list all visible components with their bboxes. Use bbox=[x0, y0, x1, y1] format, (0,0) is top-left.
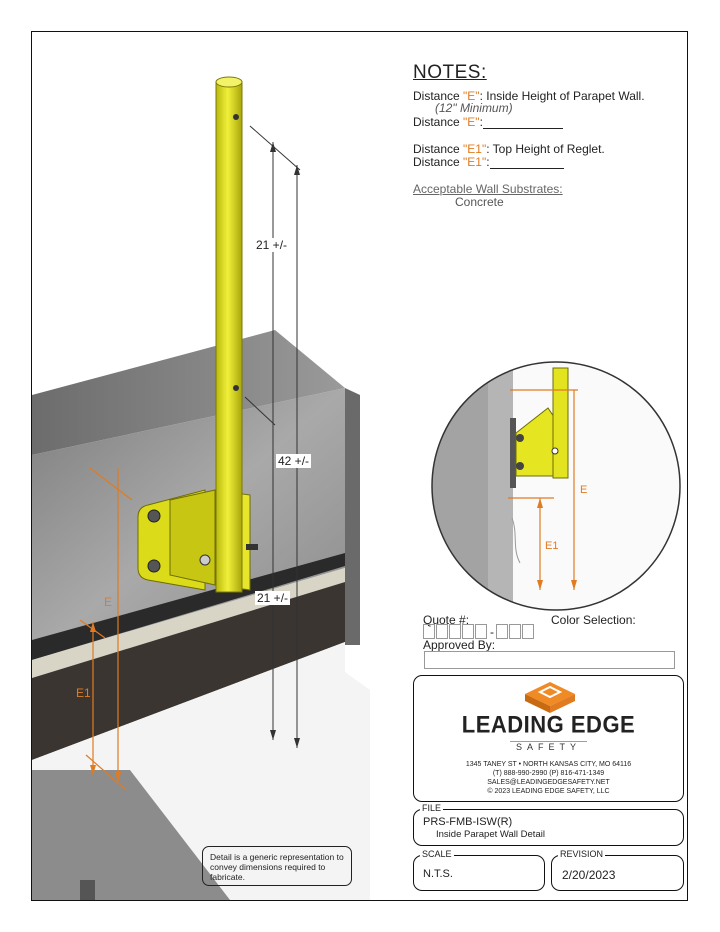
e-dimension-label: E bbox=[104, 595, 113, 609]
approved-by-field[interactable] bbox=[424, 651, 675, 669]
note-variable: "E" bbox=[463, 89, 480, 103]
quote-digit-box[interactable] bbox=[509, 624, 521, 639]
note-text: : bbox=[479, 115, 483, 129]
lower-dimension-label: 21 +/- bbox=[257, 591, 289, 605]
note-text: Distance bbox=[413, 142, 464, 156]
total-dimension-label: 42 +/- bbox=[278, 454, 310, 468]
quote-digit-box[interactable] bbox=[449, 624, 461, 639]
company-logo-subtext: SAFETY bbox=[510, 741, 587, 752]
company-email: SALES@LEADINGEDGESAFETY.NET bbox=[487, 779, 610, 786]
quote-label: Quote #: bbox=[423, 613, 470, 627]
quote-digit-box[interactable] bbox=[522, 624, 534, 639]
company-logo-wordmark: LEADING EDGE bbox=[461, 710, 636, 739]
quote-digit-box[interactable] bbox=[496, 624, 508, 639]
color-selection-label: Color Selection: bbox=[551, 613, 636, 627]
quote-digit-box[interactable] bbox=[423, 624, 435, 639]
e-blank-field[interactable] bbox=[483, 117, 563, 129]
file-label: FILE bbox=[422, 803, 442, 813]
note-e-field bbox=[413, 116, 563, 129]
note-text: : bbox=[486, 155, 490, 169]
file-box bbox=[413, 803, 684, 846]
note-variable: "E" bbox=[463, 115, 480, 129]
company-address: 1345 TANEY ST • NORTH KANSAS CITY, MO 64116 bbox=[465, 761, 632, 768]
note-text: Distance bbox=[413, 89, 464, 103]
file-code: PRS-FMB-ISW(R) bbox=[423, 816, 513, 828]
note-variable: "E1" bbox=[463, 142, 487, 156]
quote-digit-box[interactable] bbox=[436, 624, 448, 639]
main-illustration bbox=[32, 32, 402, 900]
note-variable: "E1" bbox=[463, 155, 487, 169]
quote-digit-box[interactable] bbox=[475, 624, 487, 639]
quote-number-field[interactable] bbox=[423, 624, 535, 639]
file-description: Inside Parapet Wall Detail bbox=[436, 829, 545, 840]
upper-dimension-label: 21 +/- bbox=[256, 238, 288, 252]
quote-dash: - bbox=[490, 624, 494, 639]
disclaimer-note: Detail is a generic representation to convey dimensions required to fabricate. bbox=[202, 846, 352, 886]
note-text: Distance bbox=[413, 155, 464, 169]
note-text: : Inside Height of Parapet Wall. bbox=[479, 89, 645, 103]
substrate-item: Concrete bbox=[455, 195, 504, 209]
detail-e-label: E bbox=[580, 484, 588, 496]
e1-dimension-label: E1 bbox=[76, 686, 91, 700]
note-text: Distance bbox=[413, 115, 464, 129]
e1-blank-field[interactable] bbox=[490, 157, 564, 169]
approved-by-label: Approved By: bbox=[423, 638, 496, 652]
note-e-minimum: (12" Minimum) bbox=[435, 101, 513, 115]
revision-value: 2/20/2023 bbox=[562, 868, 616, 882]
substrates-heading: Acceptable Wall Substrates: bbox=[413, 182, 563, 196]
company-phone: (T) 888-990-2990 (P) 816-471-1349 bbox=[492, 770, 605, 777]
scale-value: N.T.S. bbox=[423, 868, 453, 880]
company-copyright: © 2023 LEADING EDGE SAFETY, LLC bbox=[487, 788, 610, 795]
revision-label: REVISION bbox=[560, 849, 604, 859]
notes-title: NOTES: bbox=[413, 62, 487, 83]
revision-box bbox=[551, 849, 684, 891]
scale-box bbox=[413, 849, 545, 891]
company-info-box bbox=[413, 675, 684, 802]
quote-digit-box[interactable] bbox=[462, 624, 474, 639]
scale-label: SCALE bbox=[422, 849, 452, 859]
company-logo-tagline bbox=[414, 737, 683, 755]
note-text: : Top Height of Reglet. bbox=[486, 142, 605, 156]
company-logo-mark bbox=[523, 680, 577, 714]
detail-e1-label: E1 bbox=[545, 540, 559, 552]
detail-callout bbox=[428, 358, 684, 614]
note-e1-field bbox=[413, 156, 564, 169]
